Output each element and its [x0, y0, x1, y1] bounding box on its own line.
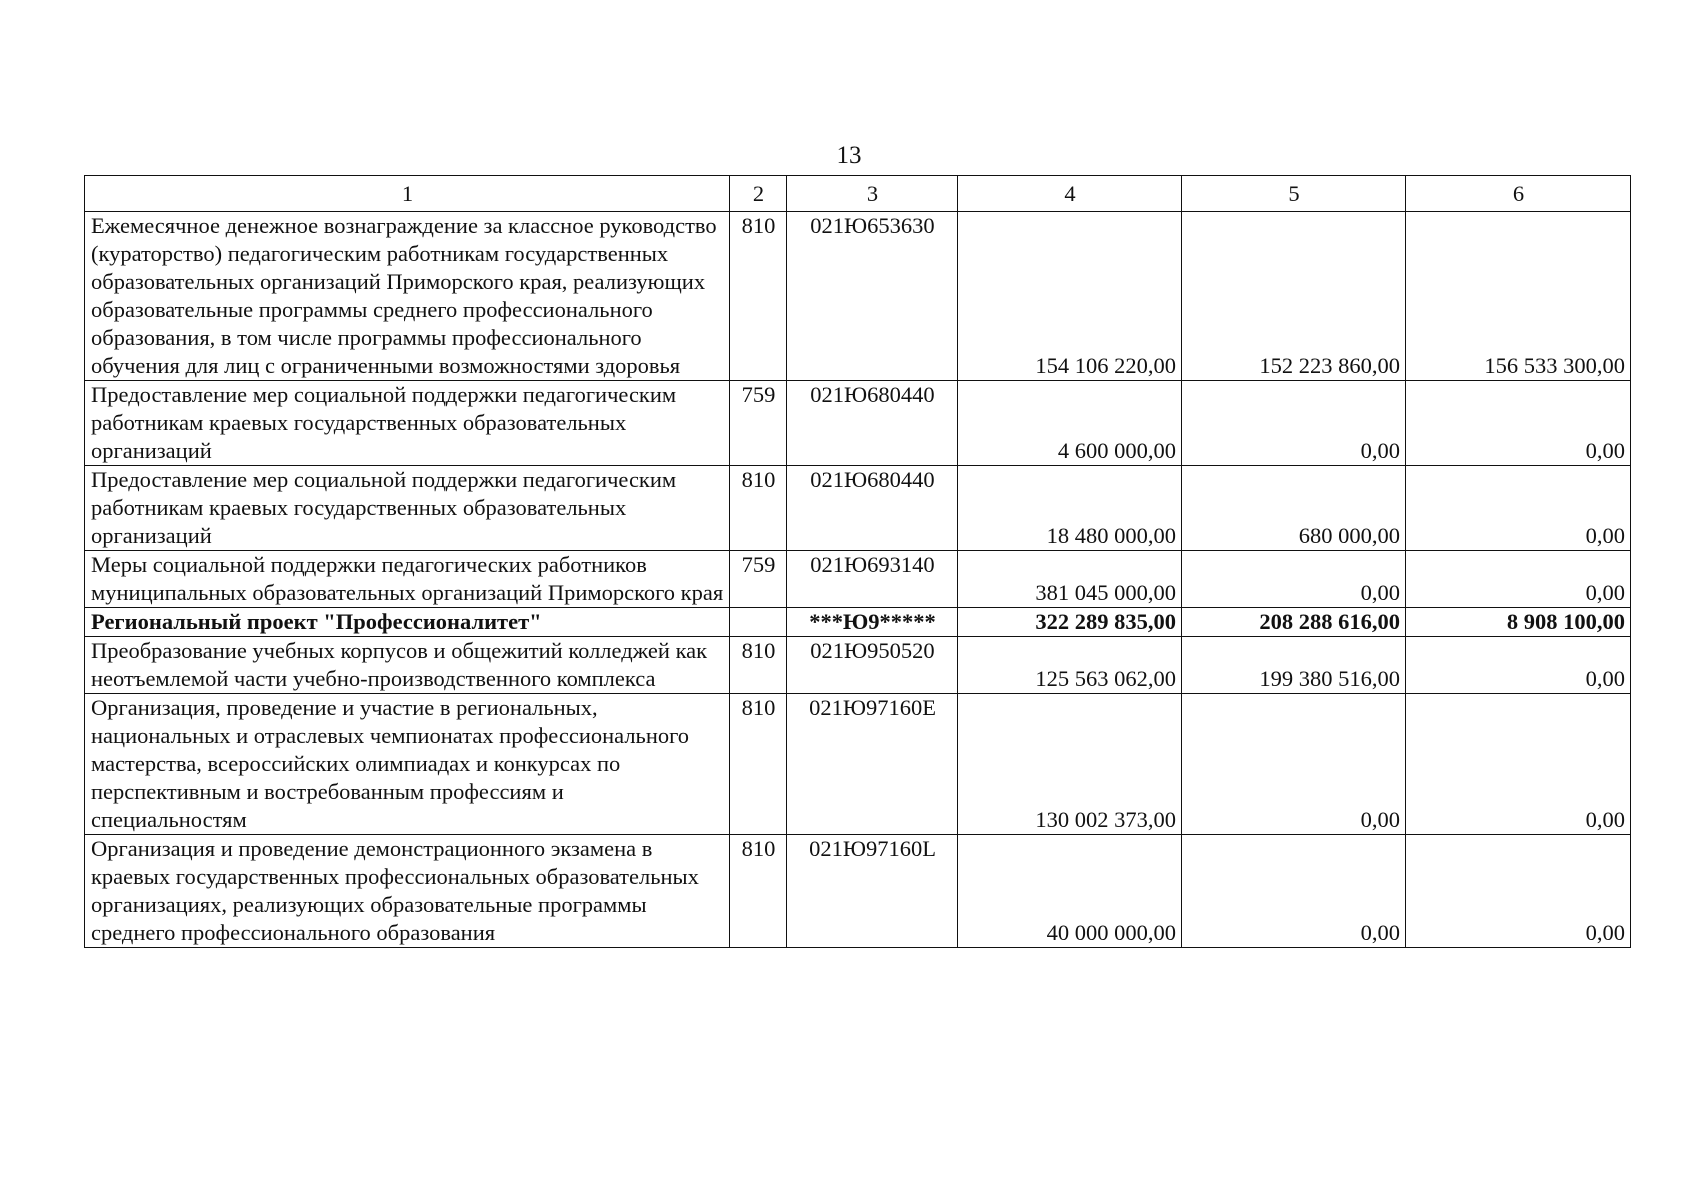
table-row	[85, 212, 1631, 381]
row-grbs-code: 810	[730, 212, 787, 381]
row-amount-col4: 154 106 220,00	[958, 212, 1182, 381]
row-amount-col4: 381 045 000,00	[958, 551, 1182, 608]
column-header: 4	[958, 176, 1182, 212]
row-target-code: 021Ю680440	[787, 381, 958, 466]
row-grbs-code: 810	[730, 637, 787, 694]
row-name: Меры социальной поддержки педагогических работников муниципальных образовательных организаций Приморского края	[85, 551, 730, 608]
column-header: 1	[85, 176, 730, 212]
row-target-code: 021Ю950520	[787, 637, 958, 694]
row-amount-col5: 0,00	[1182, 551, 1406, 608]
table-row	[85, 694, 1631, 835]
row-target-code: 021Ю693140	[787, 551, 958, 608]
row-amount-col6: 0,00	[1406, 466, 1631, 551]
row-name: Ежемесячное денежное вознаграждение за классное руководство (кураторство) педагогическим работникам государственных образовательных организаций Приморского края, реализующих образовательные программы среднего профессионального образования, в том числе программы профессионального обучения для лиц с ограниченными возможностями здоровья	[85, 212, 730, 381]
row-grbs-code: 810	[730, 466, 787, 551]
table-row	[85, 551, 1631, 608]
row-target-code: 021Ю97160L	[787, 835, 958, 948]
column-header: 2	[730, 176, 787, 212]
row-name: Предоставление мер социальной поддержки педагогическим работникам краевых государственных образовательных организаций	[85, 466, 730, 551]
table-header-row	[85, 176, 1631, 212]
table-row-project-total	[85, 608, 1631, 637]
row-amount-col5: 0,00	[1182, 835, 1406, 948]
row-grbs-code: 810	[730, 694, 787, 835]
row-amount-col5: 152 223 860,00	[1182, 212, 1406, 381]
row-target-code: 021Ю97160Е	[787, 694, 958, 835]
row-grbs-code: 759	[730, 381, 787, 466]
row-amount-col6: 0,00	[1406, 694, 1631, 835]
row-amount-col5: 0,00	[1182, 381, 1406, 466]
row-grbs-code	[730, 608, 787, 637]
row-name: Предоставление мер социальной поддержки педагогическим работникам краевых государственных образовательных организаций	[85, 381, 730, 466]
row-target-code: 021Ю680440	[787, 466, 958, 551]
row-amount-col5: 199 380 516,00	[1182, 637, 1406, 694]
row-amount-col5: 208 288 616,00	[1182, 608, 1406, 637]
row-amount-col6: 0,00	[1406, 381, 1631, 466]
row-grbs-code: 759	[730, 551, 787, 608]
row-grbs-code: 810	[730, 835, 787, 948]
row-name: Преобразование учебных корпусов и общежитий колледжей как неотъемлемой части учебно-производственного комплекса	[85, 637, 730, 694]
table-row	[85, 381, 1631, 466]
row-amount-col6: 0,00	[1406, 835, 1631, 948]
column-header: 6	[1406, 176, 1631, 212]
page-number: 13	[836, 142, 862, 169]
column-header: 5	[1182, 176, 1406, 212]
row-amount-col5: 680 000,00	[1182, 466, 1406, 551]
row-amount-col4: 322 289 835,00	[958, 608, 1182, 637]
row-amount-col6: 156 533 300,00	[1406, 212, 1631, 381]
column-header: 3	[787, 176, 958, 212]
row-amount-col4: 125 563 062,00	[958, 637, 1182, 694]
row-name: Региональный проект "Профессионалитет"	[85, 608, 730, 637]
row-amount-col4: 18 480 000,00	[958, 466, 1182, 551]
row-name: Организация и проведение демонстрационного экзамена в краевых государственных профессиональных образовательных организациях, реализующих образовательные программы среднего профессионального образования	[85, 835, 730, 948]
table-row	[85, 835, 1631, 948]
row-amount-col5: 0,00	[1182, 694, 1406, 835]
row-amount-col6: 8 908 100,00	[1406, 608, 1631, 637]
row-target-code: ***Ю9*****	[787, 608, 958, 637]
row-name: Организация, проведение и участие в региональных, национальных и отраслевых чемпионатах профессионального мастерства, всероссийских олимпиадах и конкурсах по перспективным и востребованным профессиям и специальностям	[85, 694, 730, 835]
row-target-code: 021Ю653630	[787, 212, 958, 381]
table-row	[85, 466, 1631, 551]
table-row	[85, 637, 1631, 694]
row-amount-col6: 0,00	[1406, 637, 1631, 694]
budget-table	[84, 175, 1631, 948]
row-amount-col6: 0,00	[1406, 551, 1631, 608]
row-amount-col4: 130 002 373,00	[958, 694, 1182, 835]
row-amount-col4: 40 000 000,00	[958, 835, 1182, 948]
row-amount-col4: 4 600 000,00	[958, 381, 1182, 466]
